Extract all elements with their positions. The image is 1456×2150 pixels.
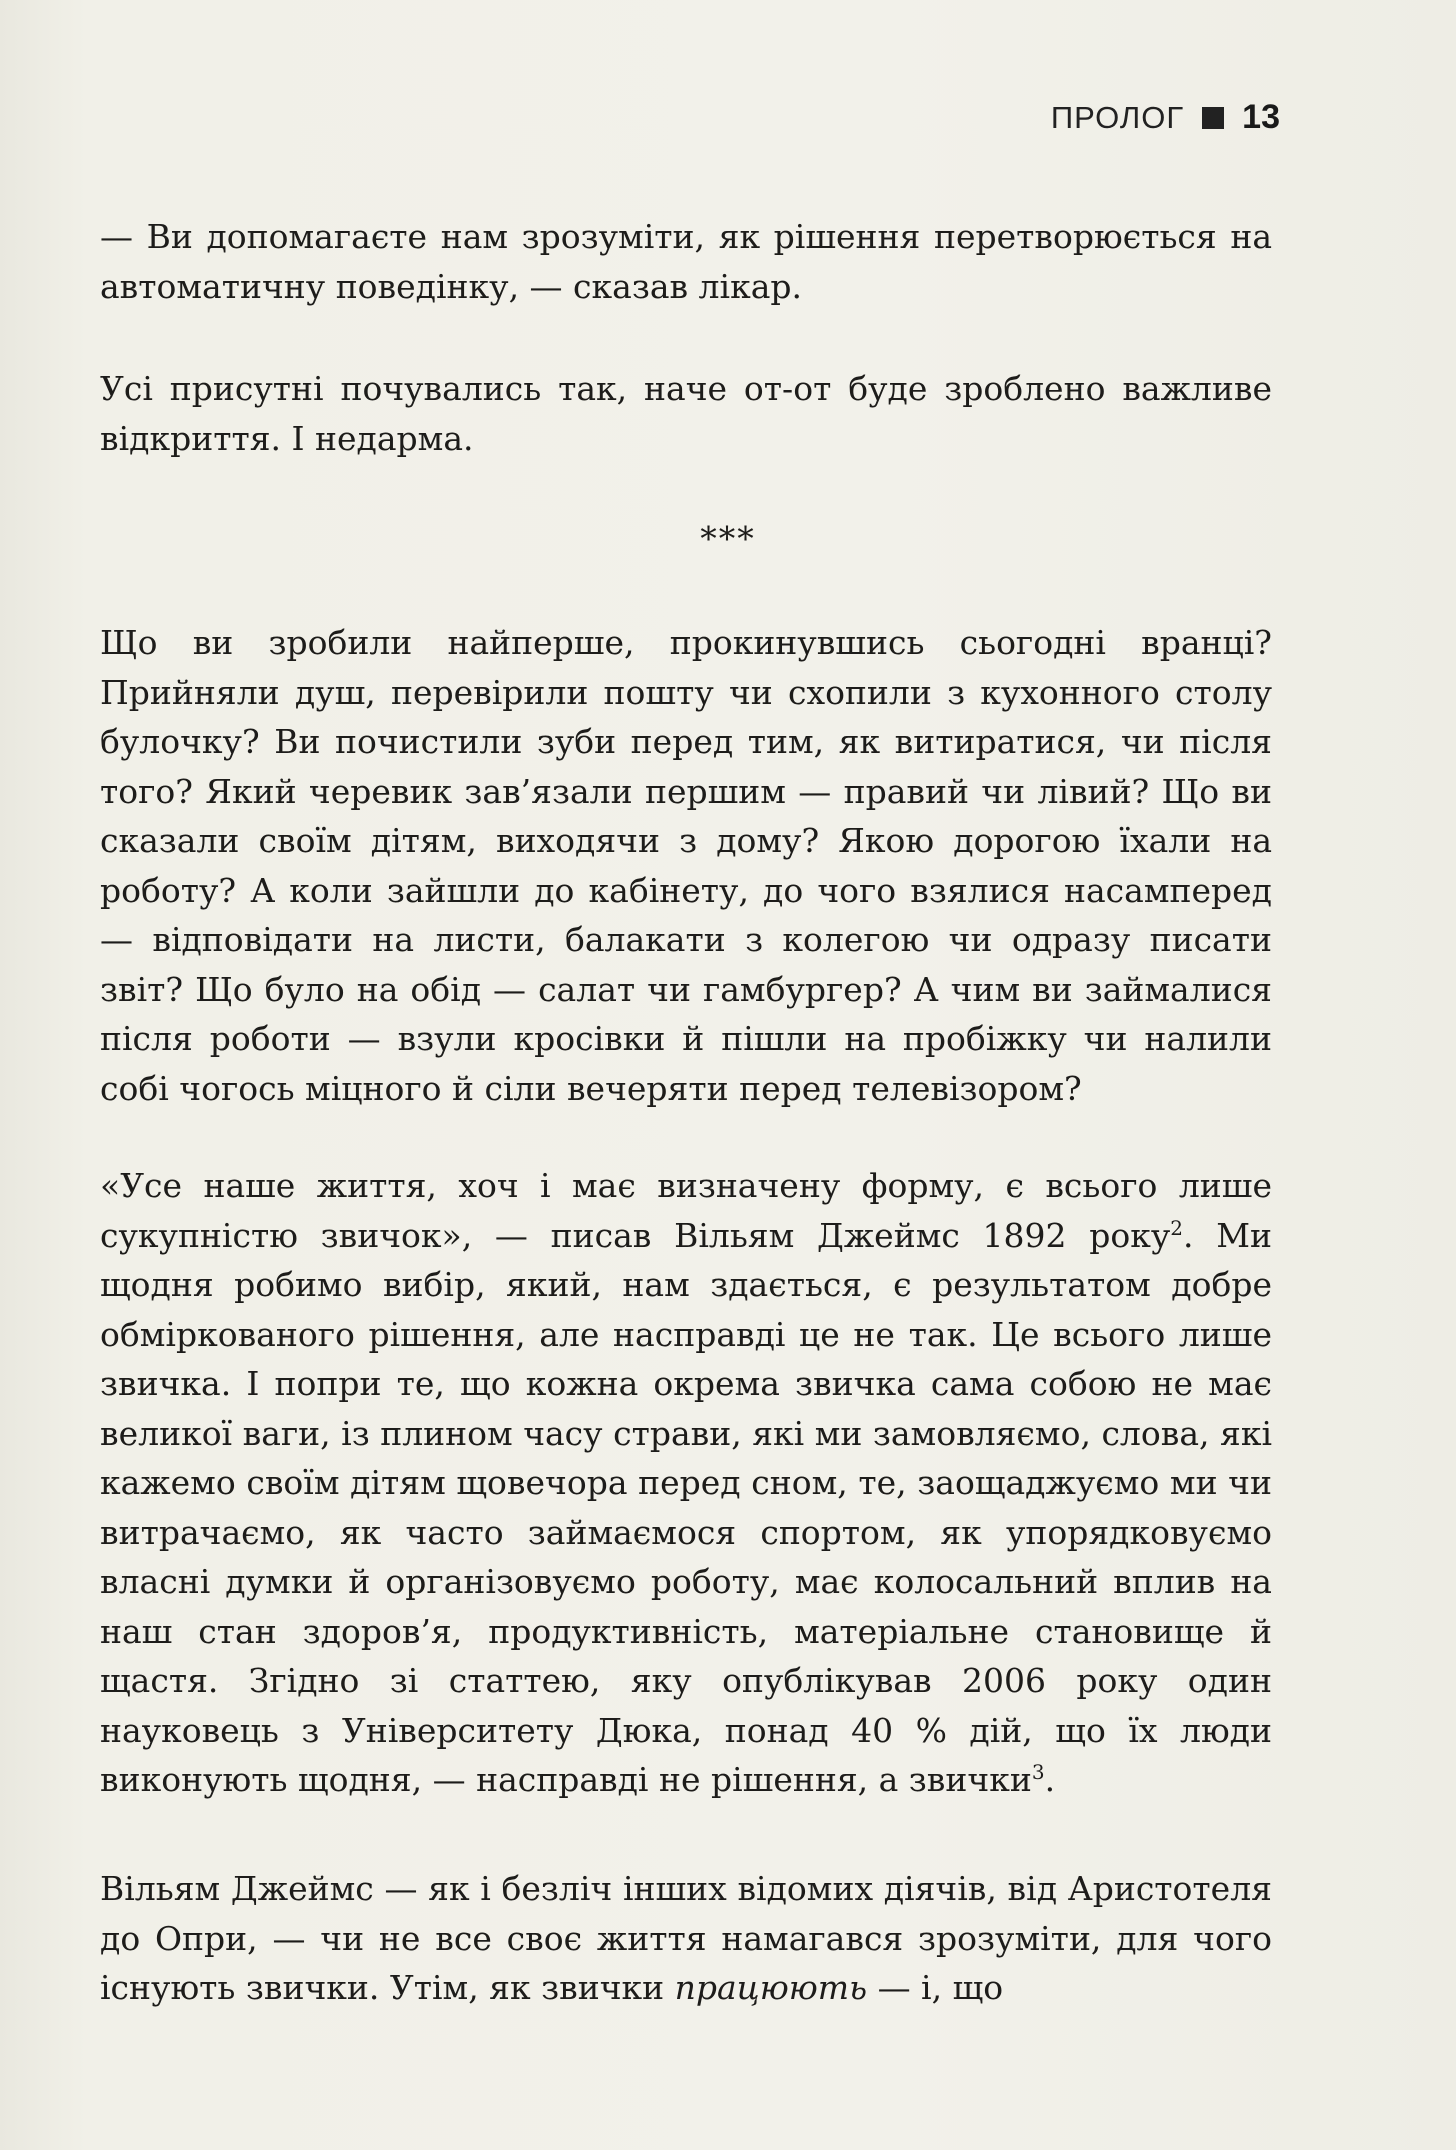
text-run: «Усе наше життя, хоч і має визначену форму, є всього лише сукупністю звичок», — писав Вільям Джеймс 1892 року bbox=[100, 1166, 1272, 1255]
emphasis-text: працюють bbox=[674, 1968, 868, 2007]
text-run: . bbox=[1044, 1760, 1056, 1799]
section-title: ПРОЛОГ bbox=[1050, 99, 1185, 135]
paragraph-text bbox=[100, 1864, 1272, 2013]
paragraph-text: Що ви зробили найперше, прокинувшись сьогодні вранці? Прийняли душ, перевірили пошту чи схопили з кухонного столу булочку? Ви почистили зуби перед тим, як витиратися, чи після того? Який черевик зав’язали першим — правий чи лівий? Що ви сказали своїм дітям, виходячи з дому? Якою дорогою їхали на роботу? А коли зайшли до кабінету, до чого взялися насамперед — відповідати на листи, балакати з колегою чи одразу писати звіт? Що було на обід — салат чи гамбургер? А чим ви займалися після роботи — взули кросівки й пішли на пробіжку чи налили собі чогось міцного й сіли вечеряти перед телевізором? bbox=[100, 623, 1272, 1108]
text-run: — і, що bbox=[867, 1968, 1004, 2007]
footnote-ref-2: 2 bbox=[1170, 1215, 1184, 1240]
paragraph-1 bbox=[100, 212, 1272, 311]
paragraph-3 bbox=[100, 618, 1272, 1113]
paragraph-4 bbox=[100, 1161, 1272, 1805]
paragraph-text: Усі присутні почувались так, наче от-от буде зроблено важливе відкриття. І недарма. bbox=[100, 369, 1272, 458]
text-run: Вільям Джеймс — як і безліч інших відомих діячів, від Аристотеля до Опри, — чи не все своє життя намагався зрозуміти, для чого існують звички. Утім, як звички bbox=[100, 1869, 1272, 2007]
paragraph-2 bbox=[100, 364, 1272, 463]
text-run: . Ми щодня робимо вибір, який, нам здається, є результатом добре обміркованого рішення, але насправді це не так. Це всього лише звичка. І попри те, що кожна окрема звичка сама собою не має великої ваги, із плином часу страви, які ми замовляємо, слова, які кажемо своїм дітям щовечора перед сном, те, заощаджуємо ми чи витрачаємо, як часто займаємося спортом, як упорядковуємо власні думки й організовуємо роботу, має колосальний вплив на наш стан здоров’я, продуктивність, матеріальне становище й щастя. Згідно зі статтею, яку опублікував 2006 року один науковець з Університету Дюка, понад 40 % дій, що їх люди виконують щодня, — насправді не рішення, а звички bbox=[100, 1215, 1272, 1799]
running-head bbox=[1051, 98, 1280, 137]
footnote-ref-3: 3 bbox=[1031, 1760, 1045, 1784]
page-number: 13 bbox=[1242, 98, 1280, 136]
paragraph-5 bbox=[100, 1864, 1272, 2013]
paragraph-text: — Ви допомагаєте нам зрозуміти, як рішення перетворюється на автоматичну поведінку, — сказав лікар. bbox=[100, 217, 1272, 306]
paragraph-text bbox=[100, 1161, 1272, 1805]
square-bullet-icon bbox=[1202, 107, 1224, 129]
section-separator: *** bbox=[700, 519, 756, 558]
